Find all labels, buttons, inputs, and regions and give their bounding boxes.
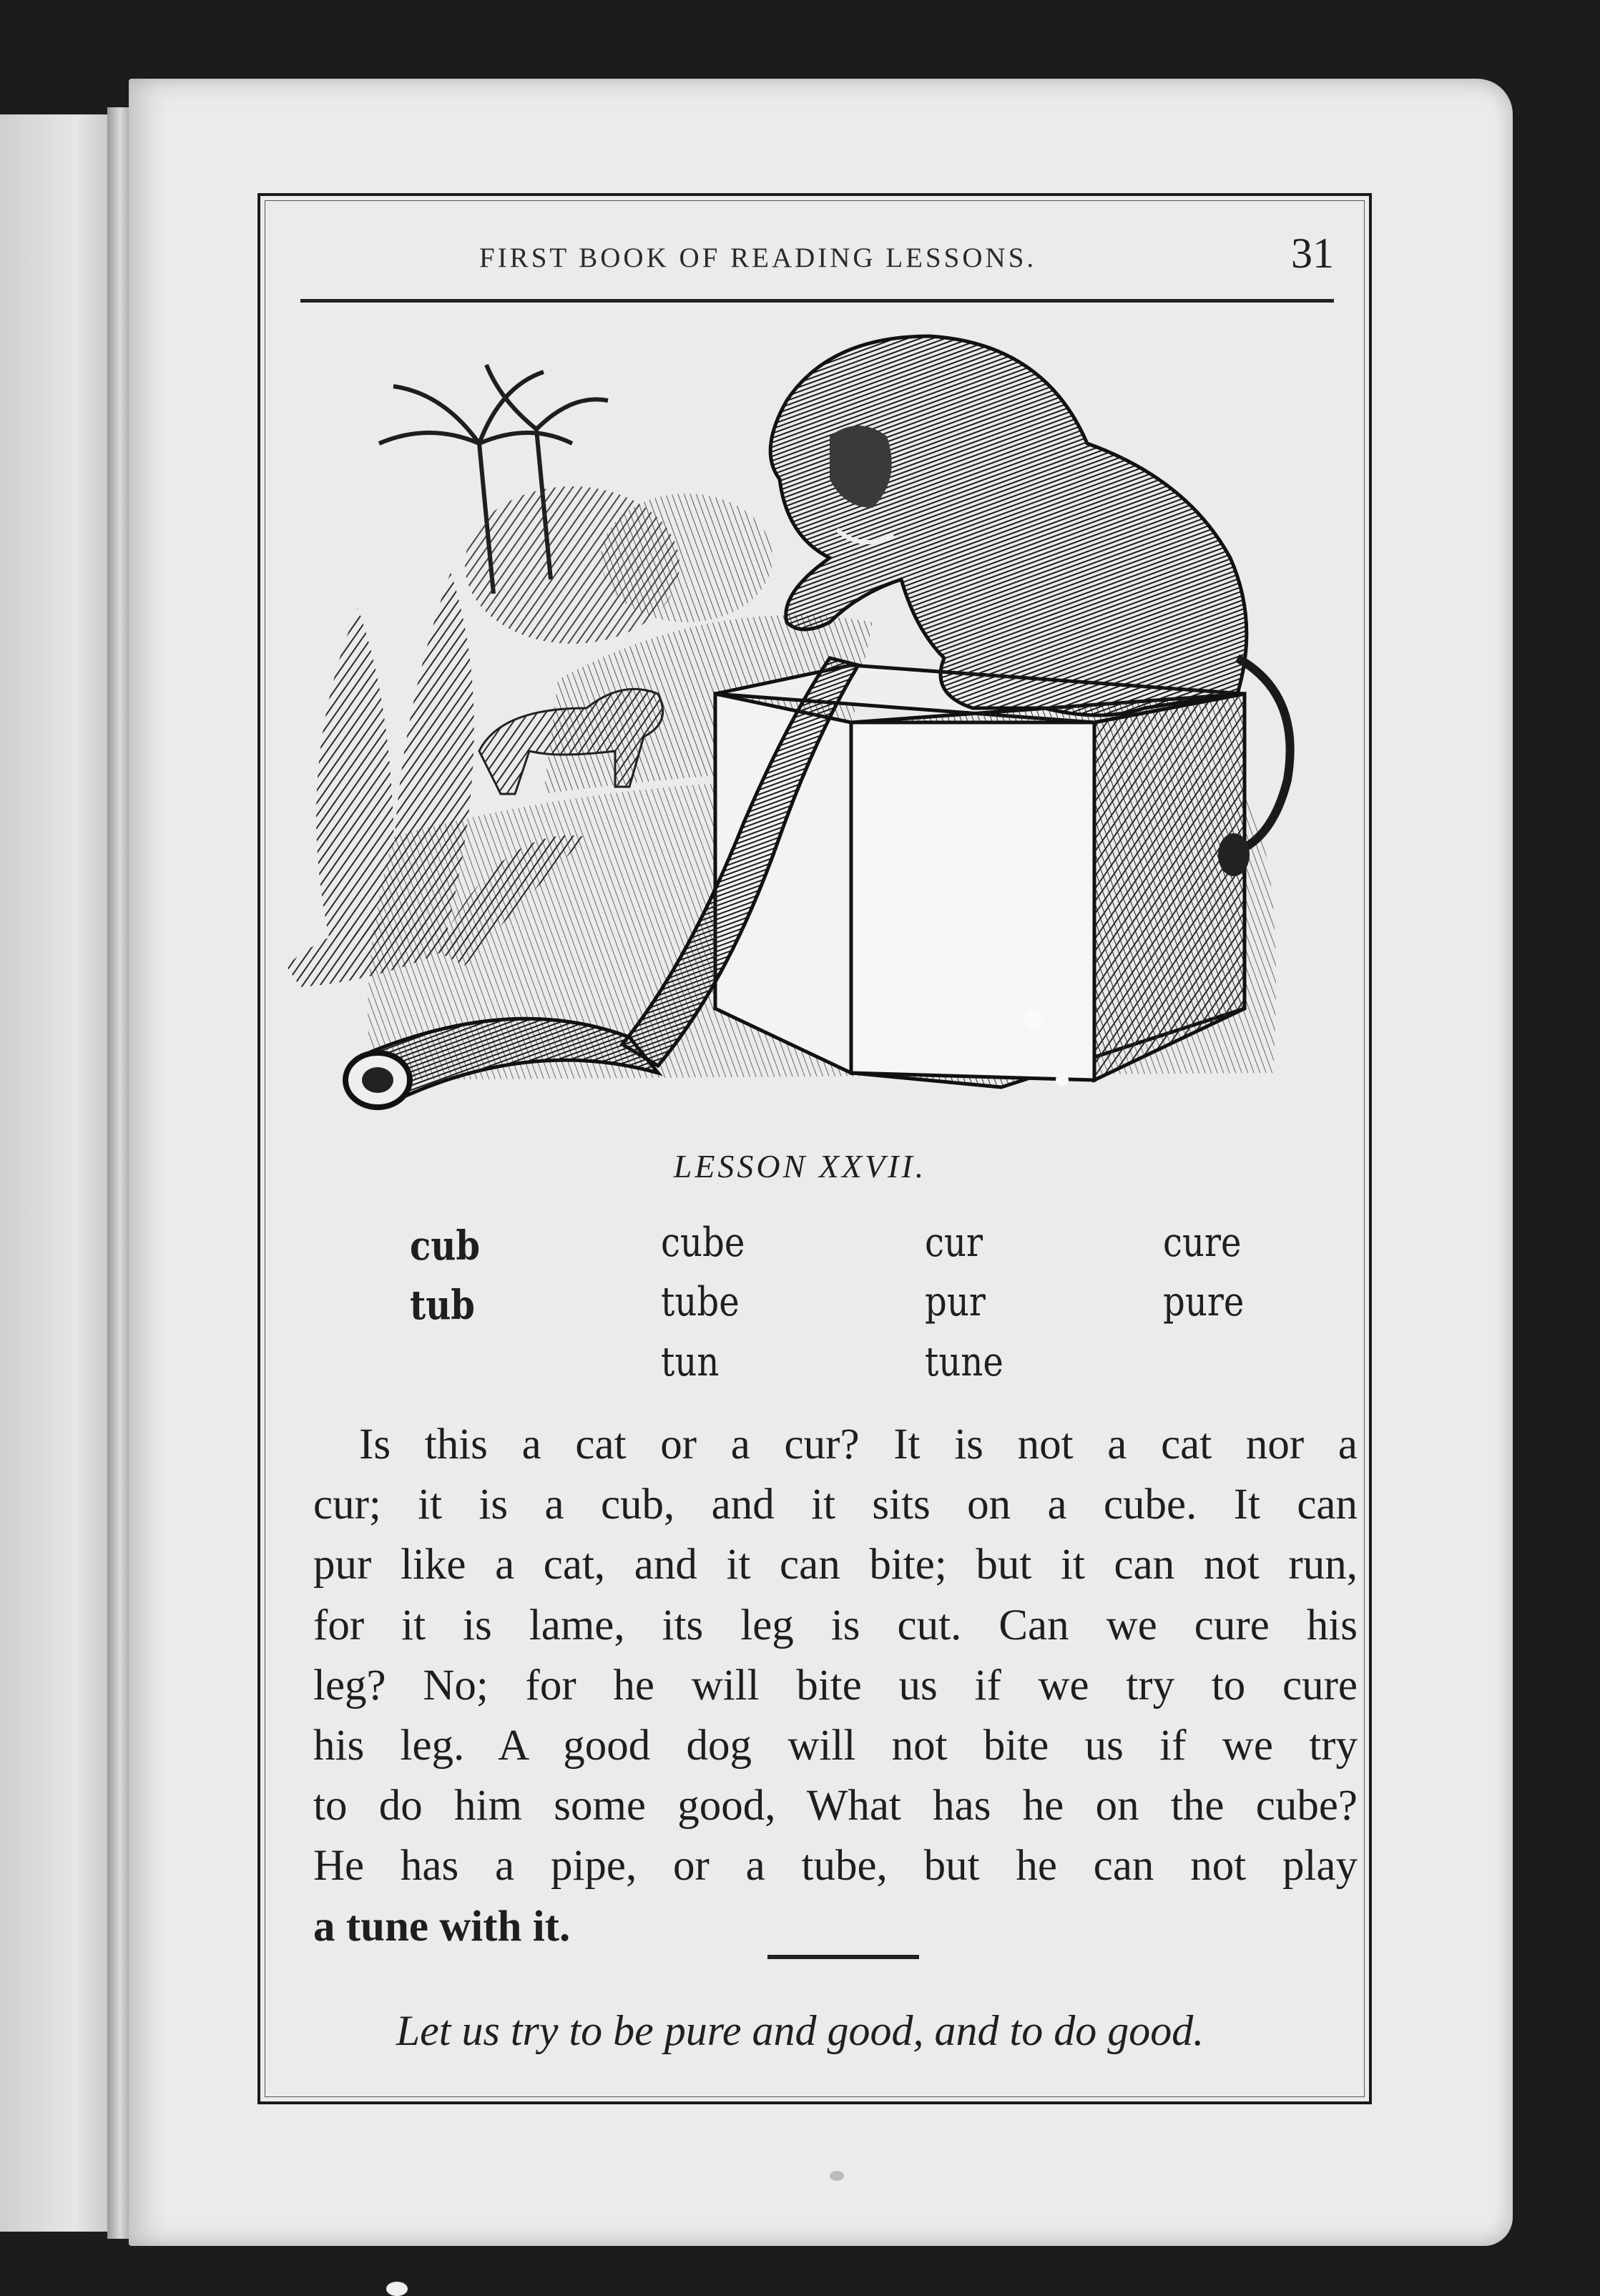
word-list-item: pure	[1163, 1279, 1245, 1325]
page-number: 31	[1291, 230, 1334, 277]
word-list-item: cube	[661, 1220, 745, 1266]
word-list-item: tub	[410, 1282, 475, 1329]
word-list-item: tube	[661, 1279, 740, 1325]
passage-line: He has a pipe, or a tube, but he can not play	[313, 1842, 1358, 1890]
engraving-lion-cub-on-cube-icon	[286, 322, 1345, 1144]
word-list-item: pur	[925, 1279, 986, 1325]
passage-line: cur; it is a cub, and it sits on a cube. It can	[313, 1481, 1358, 1529]
passage-line: pur like a cat, and it can bite; but it can not run,	[313, 1541, 1358, 1589]
section-divider	[767, 1955, 919, 1959]
passage-line: Is this a cat or a cur? It is not a cat nor a	[359, 1421, 1358, 1468]
word-list-item: cub	[410, 1222, 481, 1270]
word-list-item: cur	[925, 1220, 983, 1266]
reading-passage	[313, 1415, 1358, 1957]
passage-line: for it is lame, its leg is cut. Can we cure his	[313, 1601, 1358, 1649]
passage-line: his leg. A good dog will not bite us if we try	[313, 1722, 1358, 1770]
passage-line: to do him some good, What has he on the cube?	[313, 1782, 1358, 1830]
page-speck	[386, 2282, 408, 2296]
passage-line: leg? No; for he will bite us if we try to cure	[313, 1661, 1358, 1709]
motto: Let us try to be pure and good, and to do good.	[396, 2007, 1204, 2054]
passage-line: a tune with it.	[313, 1902, 571, 1951]
word-list-item: cure	[1163, 1220, 1242, 1266]
lesson-title: LESSON XXVII.	[673, 1148, 927, 1184]
running-title: FIRST BOOK OF READING LESSONS.	[479, 242, 1037, 273]
running-head	[300, 229, 1334, 279]
page-speck	[830, 2171, 844, 2181]
word-list-item: tun	[661, 1339, 720, 1385]
header-rule	[300, 299, 1334, 303]
word-list-item: tune	[925, 1339, 1003, 1385]
